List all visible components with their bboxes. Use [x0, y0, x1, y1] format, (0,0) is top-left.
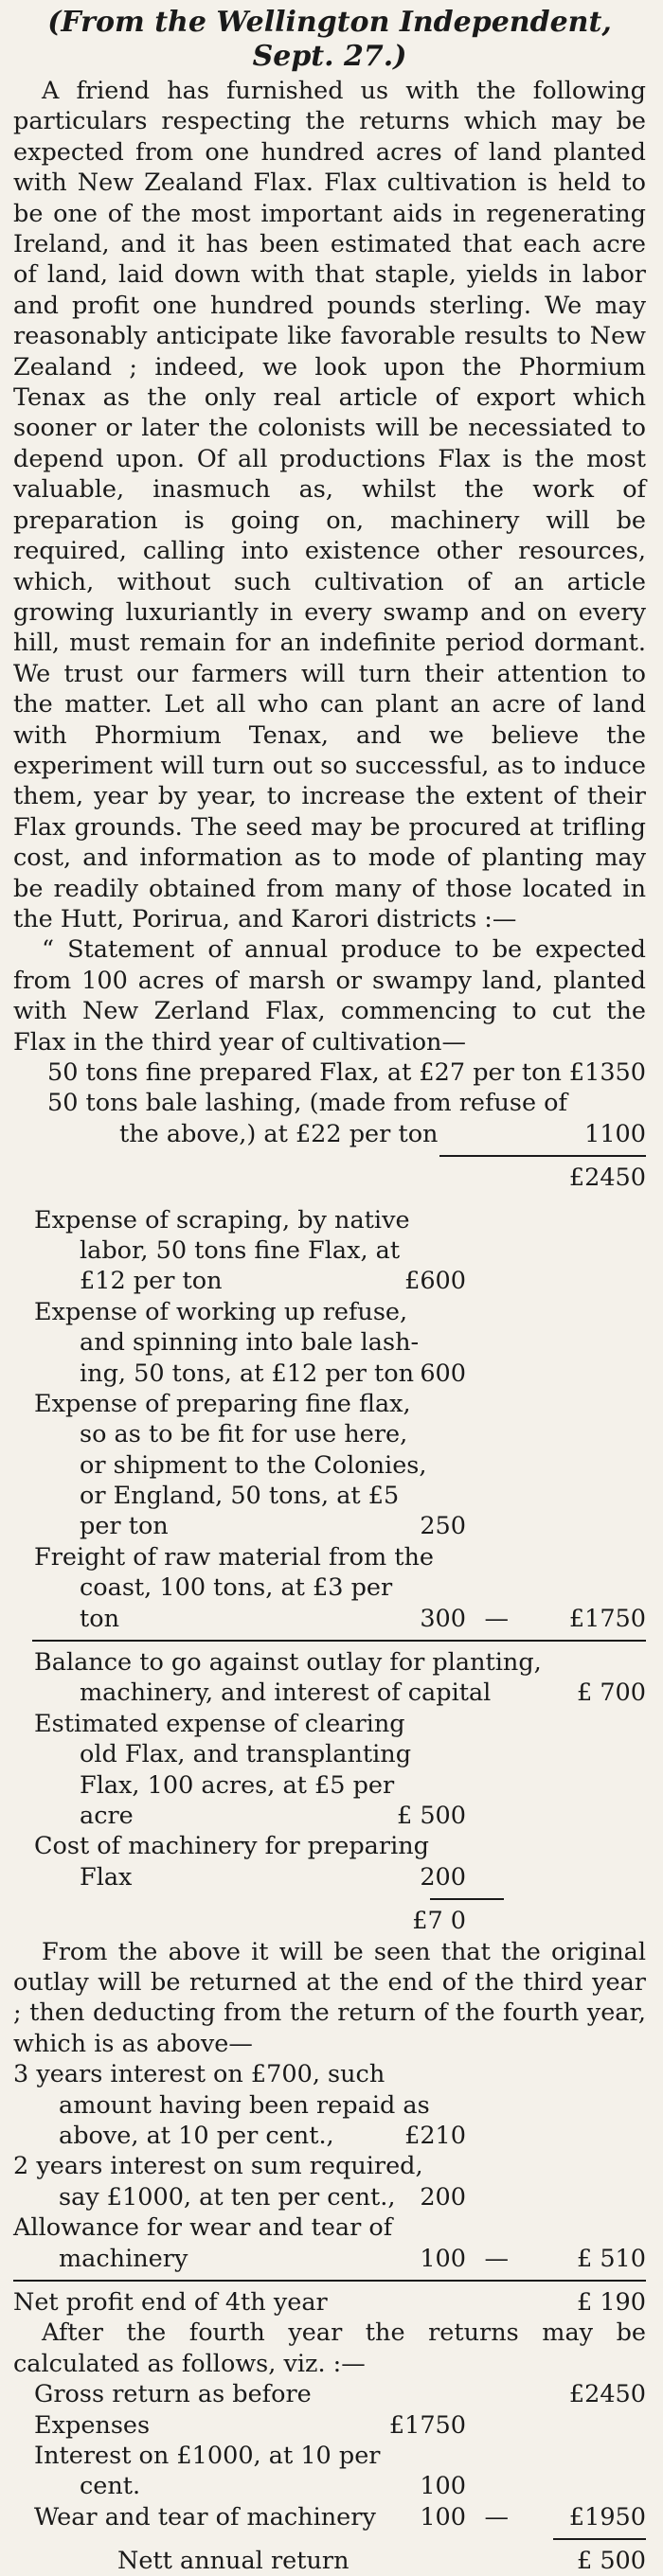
interest-2-amount: 200	[420, 2182, 466, 2212]
income-total: £2450	[568, 1164, 646, 1193]
interest-3a	[13, 2212, 646, 2243]
balance-3a-text: Cost of machinery for preparing	[34, 1832, 429, 1861]
annual-3b-text: cent.	[80, 2472, 141, 2501]
annual-3a	[13, 2441, 646, 2471]
expense-2c	[13, 1359, 646, 1389]
expense-1c-text: £12 per ton	[80, 1267, 223, 1296]
balance-2d-text: acre	[80, 1801, 134, 1830]
interest-section	[13, 2059, 646, 2274]
expense-3e	[13, 1511, 646, 1541]
annual-net-row	[13, 2546, 646, 2576]
income-total-row	[13, 1163, 646, 1193]
interest-2a	[13, 2151, 646, 2181]
net-profit-row	[13, 2287, 646, 2318]
annual-dash: —	[484, 2502, 509, 2532]
interest-2b-text: say £1000, at ten per cent.,	[59, 2182, 396, 2212]
interest-2a-text: 2 years interest on sum required,	[13, 2152, 423, 2181]
expenses-rule	[32, 1640, 646, 1642]
expense-4c	[13, 1604, 646, 1634]
expense-2b-text: and spinning into bale lash-	[80, 1328, 420, 1358]
income-line-2b	[13, 1119, 646, 1149]
balance-2a	[13, 1709, 646, 1739]
income-line-2a-text: 50 tons bale lashing, (made from refuse of	[47, 1089, 567, 1118]
balance-2a-text: Estimated expense of clearing	[34, 1709, 405, 1738]
expense-1c	[13, 1266, 646, 1296]
annual-2-amount: £1750	[388, 2410, 466, 2440]
interest-1b-text: amount having been repaid as	[59, 2090, 430, 2120]
outlay-paragraph: From the above it will be seen that the original outlay will be returned at the end of the third year ; then deducting from the return of the fourth year, which is as above—	[13, 1937, 646, 2058]
interest-1a	[13, 2059, 646, 2089]
balance-total-row	[13, 1906, 646, 1936]
balance-2b-text: old Flax, and transplanting	[80, 1740, 412, 1769]
annual-section	[13, 2379, 646, 2576]
expense-2a	[13, 1297, 646, 1327]
expense-3d	[13, 1481, 646, 1511]
balance-2d	[13, 1801, 646, 1831]
annual-4-total: £1950	[568, 2502, 646, 2532]
annual-2	[13, 2410, 646, 2441]
annual-2-text: Expenses	[34, 2410, 151, 2440]
balance-2c	[13, 1770, 646, 1801]
expense-3a-text: Expense of preparing fine flax,	[34, 1389, 411, 1418]
interest-2b	[13, 2182, 646, 2212]
interest-1c	[13, 2121, 646, 2151]
expense-1-amount: £600	[404, 1267, 466, 1296]
annual-3a-text: Interest on £1000, at 10 per	[34, 2441, 381, 2470]
interest-3a-text: Allowance for wear and tear of	[13, 2213, 393, 2243]
expense-2-amount: 600	[420, 1359, 466, 1388]
expense-3b	[13, 1419, 646, 1449]
interest-3-amount: 100	[420, 2244, 466, 2273]
income-section	[13, 1057, 646, 1194]
expenses-section	[13, 1205, 646, 1634]
annual-net-amount: £ 500	[576, 2547, 646, 2576]
balance-3-amount: 200	[420, 1862, 466, 1892]
income-line-2b-text: the above,) at £22 per ton	[119, 1119, 439, 1148]
income-rule	[439, 1155, 646, 1157]
net-profit-label: Net profit end of 4th year	[13, 2287, 328, 2317]
interest-1a-text: 3 years interest on £700, such	[13, 2060, 385, 2089]
interest-dash: —	[484, 2244, 509, 2273]
expense-2a-text: Expense of working up refuse,	[34, 1297, 408, 1326]
interest-rule	[13, 2280, 646, 2282]
expense-3a	[13, 1389, 646, 1419]
income-line-1-text: 50 tons fine prepared Flax, at £27 per ton	[47, 1058, 562, 1087]
income-line-2a	[13, 1088, 646, 1118]
annual-4	[13, 2502, 646, 2532]
interest-1-amount: £210	[404, 2121, 466, 2150]
annual-1-amount: £2450	[568, 2380, 646, 2409]
expense-1a	[13, 1205, 646, 1235]
interest-3b	[13, 2244, 646, 2274]
expense-4a-text: Freight of raw material from the	[34, 1542, 435, 1572]
interest-1b	[13, 2090, 646, 2121]
balance-3b-text: Flax	[80, 1862, 133, 1892]
expense-2b	[13, 1327, 646, 1358]
balance-total: £7 0	[412, 1907, 466, 1936]
expense-1b-text: labor, 50 tons fine Flax, at	[80, 1235, 401, 1265]
expense-1a-text: Expense of scraping, by native	[34, 1205, 410, 1235]
income-line-1-amount: £1350	[568, 1058, 646, 1087]
expense-3e-text: per ton	[80, 1512, 169, 1541]
expense-dash: —	[484, 1604, 509, 1633]
interest-3b-text: machinery	[59, 2244, 188, 2273]
expense-4b	[13, 1572, 646, 1603]
expense-3-amount: 250	[420, 1512, 466, 1541]
balance-3a	[13, 1831, 646, 1861]
expense-2c-text: ing, 50 tons, at £12 per ton	[80, 1359, 415, 1388]
income-line-1	[13, 1057, 646, 1088]
annual-rule	[553, 2538, 646, 2540]
expense-4-amount: 300	[420, 1604, 466, 1633]
spacer	[13, 1194, 646, 1205]
balance-2-amount: £ 500	[396, 1801, 466, 1830]
balance-1a	[13, 1647, 646, 1678]
balance-2c-text: Flax, 100 acres, at £5 per	[80, 1770, 395, 1800]
annual-net-label: Nett annual return	[117, 2547, 349, 2576]
balance-1b	[13, 1678, 646, 1708]
expense-3d-text: or England, 50 tons, at £5	[80, 1482, 400, 1511]
annual-4-text: Wear and tear of machinery	[34, 2502, 376, 2532]
balance-1a-text: Balance to go against outlay for planting,	[34, 1648, 542, 1678]
annual-1	[13, 2379, 646, 2409]
interest-total: £ 510	[576, 2244, 646, 2273]
balance-1-amount: £ 700	[576, 1679, 646, 1708]
annual-4-amount: 100	[420, 2502, 466, 2532]
expense-4c-text: ton	[80, 1604, 120, 1633]
interest-1c-text: above, at 10 per cent.,	[59, 2121, 334, 2150]
expense-1b	[13, 1235, 646, 1266]
expense-3b-text: so as to be fit for use here,	[80, 1420, 408, 1449]
expense-total: £1750	[568, 1604, 646, 1633]
expense-3c-text: or shipment to the Colonies,	[80, 1450, 427, 1480]
expense-4b-text: coast, 100 tons, at £3 per	[80, 1573, 393, 1603]
expense-4a	[13, 1542, 646, 1572]
balance-2b	[13, 1739, 646, 1769]
expense-3c	[13, 1450, 646, 1481]
balance-1b-text: machinery, and interest of capital	[80, 1679, 492, 1708]
article-header: (From the Wellington Independent, Sept. 27.)	[47, 6, 612, 73]
balance-rule	[430, 1898, 504, 1900]
annual-3-amount: 100	[420, 2472, 466, 2501]
annual-1-text: Gross return as before	[34, 2380, 312, 2409]
income-line-2-amount: 1100	[584, 1119, 646, 1148]
balance-section	[13, 1647, 646, 1937]
balance-3b	[13, 1862, 646, 1892]
intro-paragraph: A friend has furnished us with the following particulars respecting the returns which may be expected from one hundred acres of land planted with New Zealand Flax. Flax cultivation is held to be one of the most important aids in regenerating Ireland, and it has been estimated that each acre of land, laid down with that staple, yields in labor and profit one hundred pounds sterling. We may reasonably anticipate like favorable results to New Zealand ; indeed, we look upon the Phormium Tenax as the only real article of export which sooner or later the colonists will be necessiated to depend upon. Of all productions Flax is the most valuable, inasmuch as, whilst the work of preparation is going on, machinery will be required, calling into existence other resources, which, without such cultivation of an article growing luxuriantly in every swamp and on every hill, must remain for an indefinite period dormant. We trust our farmers will turn their attention to the matter. Let all who can plant an acre of land with Phormium Tenax, and we believe the experiment will turn out so successful, as to induce them, year by year, to increase the extent of their Flax grounds. The seed may be procured at trifling cost, and information as to mode of planting may be readily obtained from many of those located in the Hutt, Porirua, and Karori districts :—	[13, 77, 646, 933]
statement-intro: “ Statement of annual produce to be expected from 100 acres of marsh or swampy land, planted with New Zerland Flax, commencing to cut the Flax in the third year of cultivation—	[13, 935, 646, 1057]
net-profit-amount: £ 190	[576, 2287, 646, 2317]
after-paragraph: After the fourth year the returns may be calculated as follows, viz. :—	[13, 2318, 646, 2378]
annual-3b	[13, 2471, 646, 2501]
